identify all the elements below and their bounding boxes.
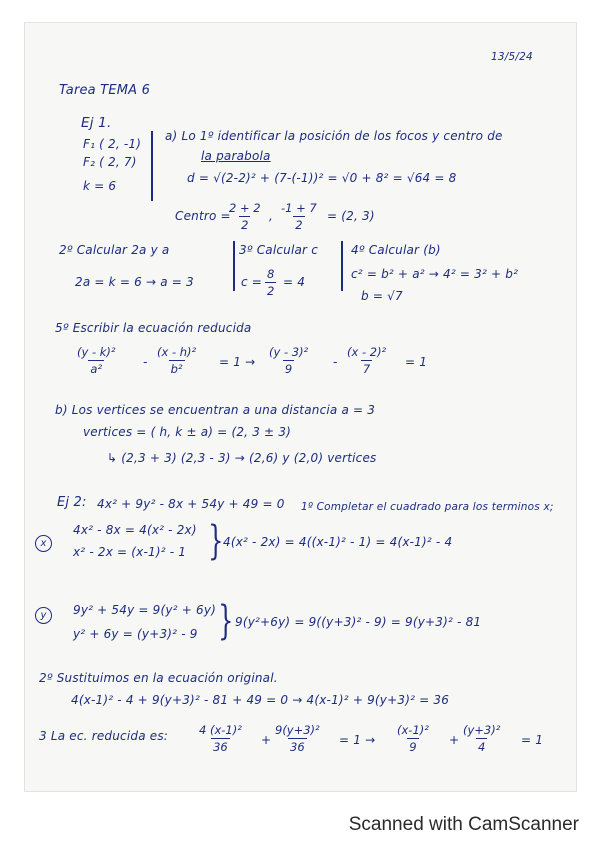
step3-pre: c =: [241, 275, 263, 289]
brace: }: [208, 518, 224, 564]
focus-1: F₁ ( 2, -1): [83, 137, 142, 151]
step3-title: 3º Calcular c: [239, 243, 319, 257]
ej1-label: Ej 1.: [81, 115, 112, 131]
equals-one: = 1: [521, 733, 544, 747]
equals-arrow: = 1 →: [339, 733, 376, 747]
y-line2: y² + 6y = (y+3)² - 9: [73, 627, 198, 641]
final-frac-3: $\frac{\text{(x-1)²}}{9}$: [397, 723, 429, 754]
vertices-line3: ↳ (2,3 + 3) (2,3 - 3) → (2,6) y (2,0) vertices: [107, 451, 377, 465]
ej2-note: 1º Completar el cuadrado para los terminos x;: [301, 501, 554, 513]
minus-sign: -: [143, 355, 148, 369]
step1-line2: la parabola: [201, 149, 271, 163]
equals-one: = 1: [405, 355, 428, 369]
ej2-equation: 4x² + 9y² - 8x + 54y + 49 = 0: [97, 497, 285, 511]
divider: [341, 241, 343, 291]
equals-arrow: = 1 →: [219, 355, 256, 369]
step2-title: 2º Calcular 2a y a: [59, 243, 170, 257]
ej2-step2-title: 2º Sustituimos en la ecuación original.: [39, 671, 278, 685]
red-frac-3: $\frac{\text{(y - 3)²}}{9}$: [269, 345, 309, 376]
ej2-step2-eq: 4(x-1)² - 4 + 9(y+3)² - 81 + 49 = 0 → 4(x-1)² + 9(y+3)² = 36: [71, 693, 450, 707]
date: 13/5/24: [491, 51, 533, 63]
step3-post: = 4: [283, 275, 306, 289]
step1-line1: a) Lo 1º identificar la posición de los focos y centro de: [165, 129, 503, 143]
ej2-step3-title: 3 La ec. reducida es:: [39, 729, 169, 743]
x-circle-label: x: [35, 535, 52, 552]
k-value: k = 6: [83, 179, 117, 193]
brace: }: [218, 598, 234, 644]
focus-2: F₂ ( 2, 7): [83, 155, 137, 169]
scanned-page: 13/5/24 Tarea TEMA 6 Ej 1. F₁ ( 2, -1) F₂ ( 2, 7) k = 6 a) Lo 1º identificar la posición de los focos y centro de la parabola d = √(2-2)² + (7-(-1))² = √0 + 8² = √64 = 8 Centro = $\frac{2 + 2}{2}$ , $\frac{-1 + 7}{2}$ = (2, 3) 2º Calcular 2a y a 2a = k = 6 → a = 3 3º Calcular c c = $\frac{8}{2}$ = 4 4º Calcular (b) c² = b² + a² → 4² = 3² + b² b = √7 5º Escribir la ecuación reducida $\frac{\text{(y - k)²}}{\text{a²}}$ - $\frac{\text{(x - h)²}}{\text{b²}}$ = 1 → $\frac{\text{(y - 3)²}}{9}$ - $\frac{\text{(x - 2)²}}{7}$ = 1 b) Los vertices se encuentran a una distancia a = 3 vertices = ( h, k ± a) = (2, 3 ± 3) ↳ (2,3 + 3) (2,3 - 3) → (2,6) y (2,0) vertices Ej 2: 4x² + 9y² - 8x + 54y + 49 = 0 1º Completar el cuadrado para los terminos x; x 4x² - 8x = 4(x² - 2x) x² - 2x = (x-1)² - 1 } 4(x² - 2x) = 4((x-1)² - 1) = 4(x-1)² - 4 y 9y² + 54y = 9(y² + 6y) y² + 6y = (y+3)² - 9 } 9(y²+6y) = 9((y+3)² - 9) = 9(y+3)² - 81 2º Sustituimos en la ecuación original. 4(x-1)² - 4 + 9(y+3)² - 81 + 49 = 0 → 4(x-1)² + 9(y+3)² = 36 3 La ec. reducida es: $\frac{\text{4 (x-1)²}}{36}$ + $\frac{\text{9(y+3)²}}{36}$ = 1 → $\frac{\text{(x-1)²}}{9}$ + $\frac{\text{(y+3)²}}{4}$ = 1: [24, 22, 577, 792]
y-circle-label: y: [35, 607, 52, 624]
centro-result: = (2, 3): [327, 209, 375, 223]
step4-eq: c² = b² + a² → 4² = 3² + b²: [351, 267, 519, 281]
y-result: 9(y²+6y) = 9((y+3)² - 9) = 9(y+3)² - 81: [235, 615, 482, 629]
red-frac-1: $\frac{\text{(y - k)²}}{\text{a²}}$: [77, 345, 116, 376]
x-line2: x² - 2x = (x-1)² - 1: [73, 545, 187, 559]
vertices-line2: vertices = ( h, k ± a) = (2, 3 ± 3): [83, 425, 292, 439]
final-frac-1: $\frac{\text{4 (x-1)²}}{36}$: [199, 723, 242, 754]
step3-frac: $\frac{8}{2}$: [267, 267, 275, 298]
step5-title: 5º Escribir la ecuación reducida: [55, 321, 252, 335]
step2-eq: 2a = k = 6 → a = 3: [75, 275, 194, 289]
step4-title: 4º Calcular (b): [351, 243, 441, 257]
x-line1: 4x² - 8x = 4(x² - 2x): [73, 523, 197, 537]
centro-frac-y: $\frac{-1 + 7}{2}$: [281, 201, 317, 232]
minus-sign: -: [333, 355, 338, 369]
centro-label: Centro =: [175, 209, 231, 223]
red-frac-2: $\frac{\text{(x - h)²}}{\text{b²}}$: [157, 345, 197, 376]
distance-eq: d = √(2-2)² + (7-(-1))² = √0 + 8² = √64 = 8: [187, 171, 457, 185]
divider: [151, 131, 153, 201]
ej2-label: Ej 2:: [57, 495, 87, 510]
step4-b: b = √7: [361, 289, 403, 303]
divider: [233, 241, 235, 291]
scanner-watermark: Scanned with CamScanner: [348, 814, 579, 835]
final-frac-4: $\frac{\text{(y+3)²}}{4}$: [463, 723, 501, 754]
x-result: 4(x² - 2x) = 4((x-1)² - 1) = 4(x-1)² - 4: [223, 535, 453, 549]
red-frac-4: $\frac{\text{(x - 2)²}}{7}$: [347, 345, 387, 376]
final-frac-2: $\frac{\text{9(y+3)²}}{36}$: [275, 723, 320, 754]
y-line1: 9y² + 54y = 9(y² + 6y): [73, 603, 217, 617]
vertices-line1: b) Los vertices se encuentran a una distancia a = 3: [55, 403, 376, 417]
centro-frac-x: $\frac{2 + 2}{2}$: [229, 201, 261, 232]
page-title: Tarea TEMA 6: [59, 83, 151, 98]
